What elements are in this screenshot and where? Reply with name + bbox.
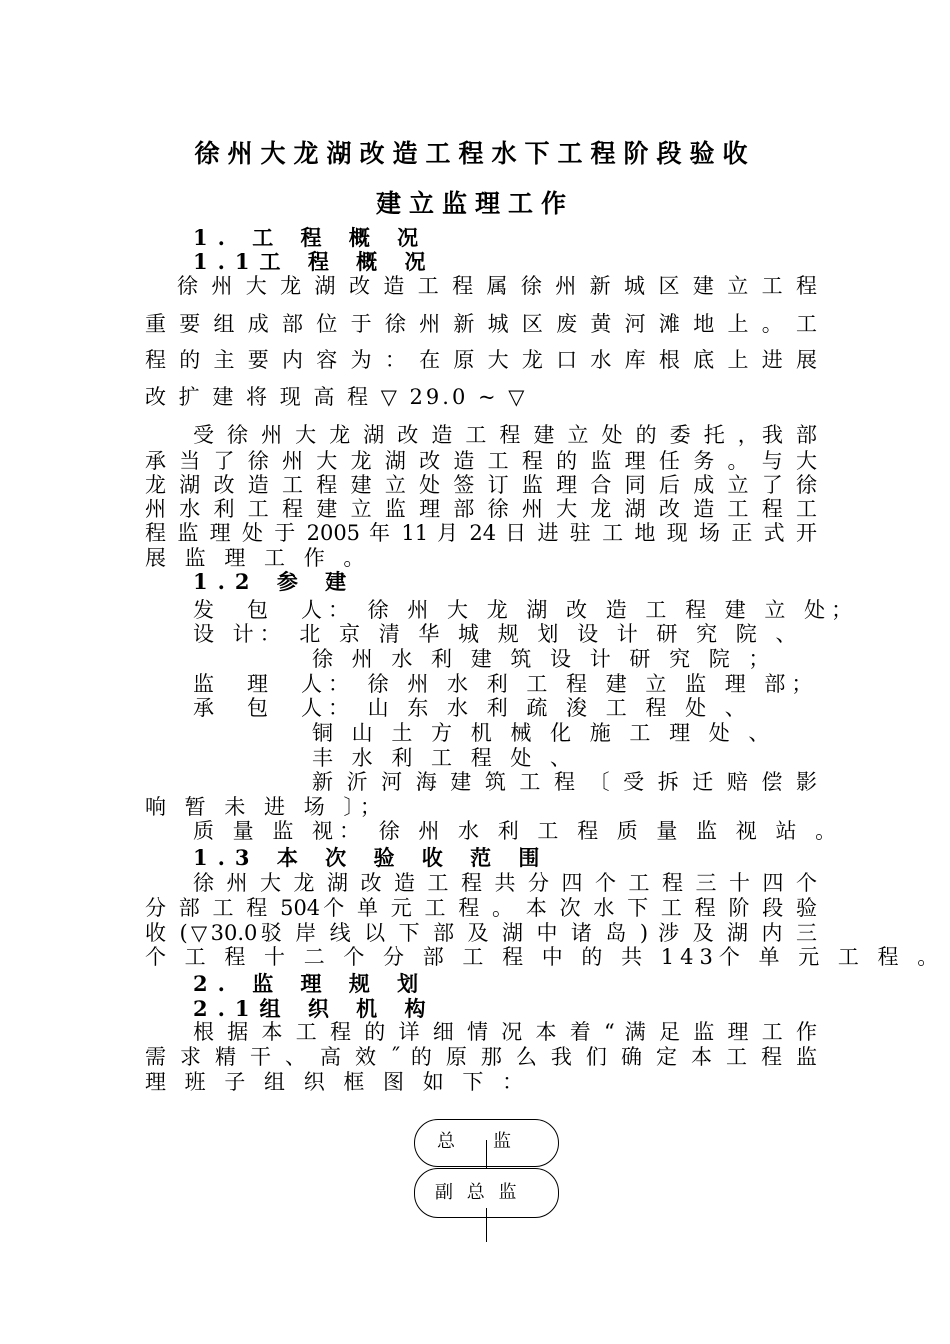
party-contractor-4: 新 沂 河 海 建 筑 工 程 〔 受 拆 迁 赔 偿 影 bbox=[312, 770, 817, 794]
section-1-heading: 1. 工 程 概 况 bbox=[193, 225, 429, 250]
paragraph-3-line: 分 部 工 程 504个 单 元 工 程 。 本 次 水 下 工 程 阶 段 验 bbox=[145, 896, 817, 920]
paragraph-4-line: 需 求 精 干 、 高 效 ˝ 的 原 那 么 我 们 确 定 本 工 程 监 bbox=[145, 1045, 817, 1069]
paragraph-1-line: 程 的 主 要 内 容 为 ： 在 原 大 龙 口 水 库 根 底 上 进 展 bbox=[145, 348, 817, 372]
paragraph-4-line: 根 据 本 工 程 的 详 细 情 况 本 着 “ 满 足 监 理 工 作 bbox=[193, 1020, 817, 1044]
party-contractor-3: 丰 水 利 工 程 处 、 bbox=[312, 746, 578, 770]
document-title-line1: 徐州大龙湖改造工程水下工程阶段验收 bbox=[194, 139, 756, 168]
paragraph-3-line: 收 (▽30.0驳 岸 线 以 下 部 及 湖 中 诸 岛 ) 涉 及 湖 内 三 bbox=[145, 921, 817, 945]
org-connector-line bbox=[486, 1208, 487, 1242]
paragraph-2-line: 程 监 理 处 于 2005 年 11 月 24 日 进 驻 工 地 现 场 正 式 开 bbox=[145, 521, 817, 545]
paragraph-1-line: 改 扩 建 将 现 高 程 ▽ 29.0 ~ ▽ bbox=[145, 385, 528, 409]
party-contractor: 承 包 人： 山 东 水 利 疏 浚 工 程 处 、 bbox=[193, 696, 752, 720]
section-2-1-heading: 2.1组 织 机 构 bbox=[193, 996, 436, 1021]
org-box-chief-label-right: 监 bbox=[493, 1131, 511, 1152]
paragraph-2-line: 承 当 了 徐 州 大 龙 湖 改 造 工 程 的 监 理 任 务 。 与 大 bbox=[145, 449, 817, 473]
document-title-line2: 建立监理工作 bbox=[375, 189, 574, 218]
paragraph-1-line: 徐 州 大 龙 湖 改 造 工 程 属 徐 州 新 城 区 建 立 工 程 bbox=[177, 274, 817, 298]
paragraph-4-line: 理 班 子 组 织 框 图 如 下 ： bbox=[145, 1070, 530, 1094]
party-design-2: 徐 州 水 利 建 筑 设 计 研 究 院 ； bbox=[312, 647, 776, 671]
party-employer: 发 包 人： 徐 州 大 龙 湖 改 造 工 程 建 立 处； bbox=[193, 598, 859, 622]
org-box-chief-label-left: 总 bbox=[437, 1131, 455, 1152]
section-2-heading: 2. 监 理 规 划 bbox=[193, 971, 429, 996]
section-1-2-heading: 1.2 参 建 bbox=[193, 569, 357, 594]
section-1-3-heading: 1.3 本 次 验 收 范 围 bbox=[193, 845, 550, 870]
org-connector-line bbox=[486, 1140, 487, 1168]
party-design: 设 计： 北 京 清 华 城 规 划 设 计 研 究 院 、 bbox=[193, 622, 803, 646]
paragraph-3-line: 个 工 程 十 二 个 分 部 工 程 中 的 共 143个 单 元 工 程 。 bbox=[145, 945, 945, 969]
section-1-1-heading: 1.1工 程 概 况 bbox=[193, 249, 436, 274]
paragraph-2-line: 州 水 利 工 程 建 立 监 理 部 徐 州 大 龙 湖 改 造 工 程 工 bbox=[145, 497, 817, 521]
party-contractor-2: 铜 山 土 方 机 械 化 施 工 理 处 、 bbox=[312, 721, 776, 745]
paragraph-2-line: 龙 湖 改 造 工 程 建 立 处 签 订 监 理 合 同 后 成 立 了 徐 bbox=[145, 473, 817, 497]
party-contractor-4-cont: 响 暂 未 进 场 〕； bbox=[145, 795, 387, 819]
paragraph-2-line: 受 徐 州 大 龙 湖 改 造 工 程 建 立 处 的 委 托 ，我 部 bbox=[193, 423, 817, 447]
party-quality: 质 量 监 视： 徐 州 水 利 工 程 质 量 监 视 站 。 bbox=[193, 819, 843, 843]
paragraph-2-line: 展 监 理 工 作 。 bbox=[145, 546, 371, 570]
paragraph-3-line: 徐 州 大 龙 湖 改 造 工 程 共 分 四 个 工 程 三 十 四 个 bbox=[193, 871, 817, 895]
org-box-deputy-label: 副 总 监 bbox=[435, 1182, 521, 1203]
party-supervisor: 监 理 人： 徐 州 水 利 工 程 建 立 监 理 部； bbox=[193, 672, 819, 696]
paragraph-1-line: 重 要 组 成 部 位 于 徐 州 新 城 区 废 黄 河 滩 地 上 。 工 bbox=[145, 312, 817, 336]
